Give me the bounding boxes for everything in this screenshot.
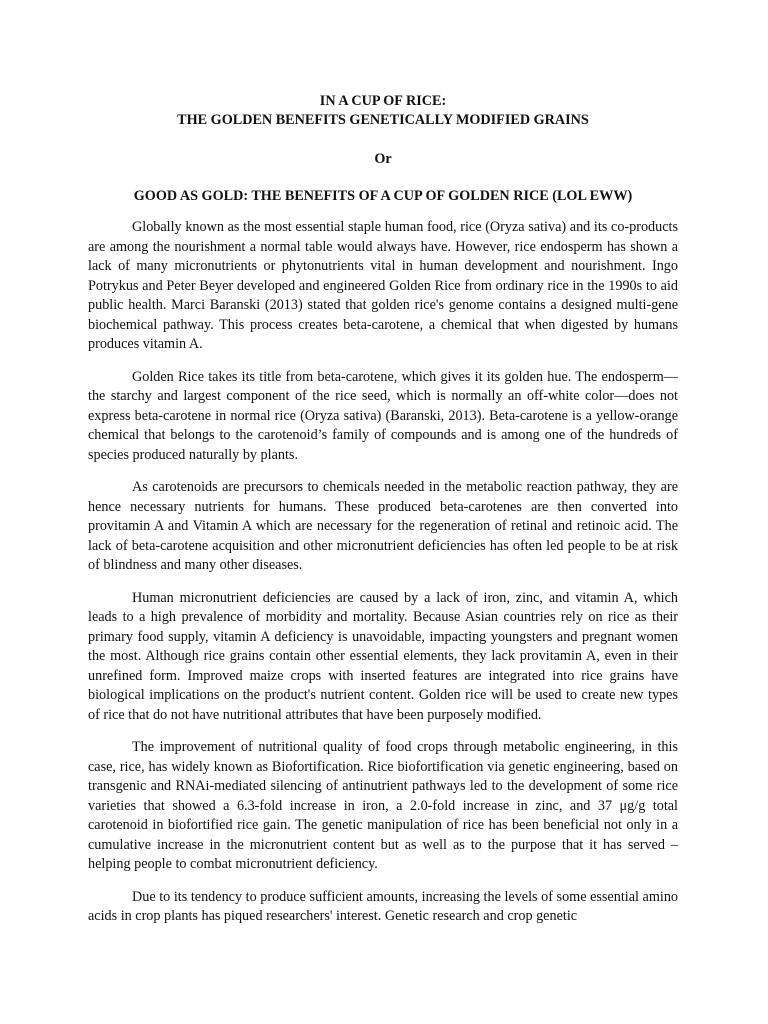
title-line-2: THE GOLDEN BENEFITS GENETICALLY MODIFIED GRAINS <box>177 112 589 128</box>
document-page <box>88 92 678 940</box>
body-text <box>88 218 678 927</box>
alternate-title: GOOD AS GOLD: THE BENEFITS OF A CUP OF GOLDEN RICE (LOL EWW) <box>133 188 633 204</box>
paragraph: The improvement of nutritional quality of food crops through metabolic engineering, in this case, rice, has widely known as Biofortification. Rice biofortification via genetic engineering, based on transgenic and RNAi-mediated silencing of antinutrient pathways led to the development of some rice varieties that showed a 6.3-fold increase in iron, a 2.0-fold increase in zinc, and 37 μg/g total carotenoid in biofortified rice gain. The genetic manipulation of rice has been beneficial not only in a cumulative increase in the micronutrient content but as well as to the purpose that it has served – helping people to combat micronutrient deficiency. <box>88 739 678 872</box>
paragraph: Due to its tendency to produce sufficient amounts, increasing the levels of some essential amino acids in crop plants has piqued researchers' interest. Genetic research and crop genetic <box>88 888 678 924</box>
title-or: Or <box>374 151 392 167</box>
paragraph: As carotenoids are precursors to chemicals needed in the metabolic reaction pathway, they are hence necessary nutrients for humans. These produced beta-carotenes are then converted into provitamin A and Vitamin A which are necessary for the regeneration of retinal and retinoic acid. The lack of beta-carotene acquisition and other micronutrient deficiencies has often led people to be at risk of blindness and many other diseases. <box>88 479 678 573</box>
paragraph: Golden Rice takes its title from beta-carotene, which gives it its golden hue. The endosperm—the starchy and largest component of the rice seed, which is normally an off-white color—does not express beta-carotene in normal rice (Oryza sativa) (Baranski, 2013). Beta-carotene is a yellow-orange chemical that belongs to the carotenoid’s family of compounds and is among one of the hundreds of species produced naturally by plants. <box>88 368 678 463</box>
paragraph: Human micronutrient deficiencies are caused by a lack of iron, zinc, and vitamin A, which leads to a high prevalence of morbidity and mortality. Because Asian countries rely on rice as their primary food supply, vitamin A deficiency is unavoidable, impacting youngsters and pregnant women the most. Although rice grains contain other essential elements, they lack provitamin A, even in their unrefined form. Improved maize crops with inserted features are integrated into rice grains have biological implications on the product's nutrient content. Golden rice will be used to create new types of rice that do not have nutritional attributes that have been purposely modified. <box>88 589 678 723</box>
paragraph: Globally known as the most essential staple human food, rice (Oryza sativa) and its co-products are among the nourishment a normal table would always have. However, rice endosperm has shown a lack of many micronutrients or phytonutrients vital in human development and nourishment. Ingo Potrykus and Peter Beyer developed and engineered Golden Rice from ordinary rice in the 1990s to aid public health. Marci Baranski (2013) stated that golden rice's genome contains a designed multi-gene biochemical pathway. This process creates beta-carotene, a chemical that when digested by humans produces vitamin A. <box>88 219 678 352</box>
title-line-1: IN A CUP OF RICE: <box>319 93 447 109</box>
